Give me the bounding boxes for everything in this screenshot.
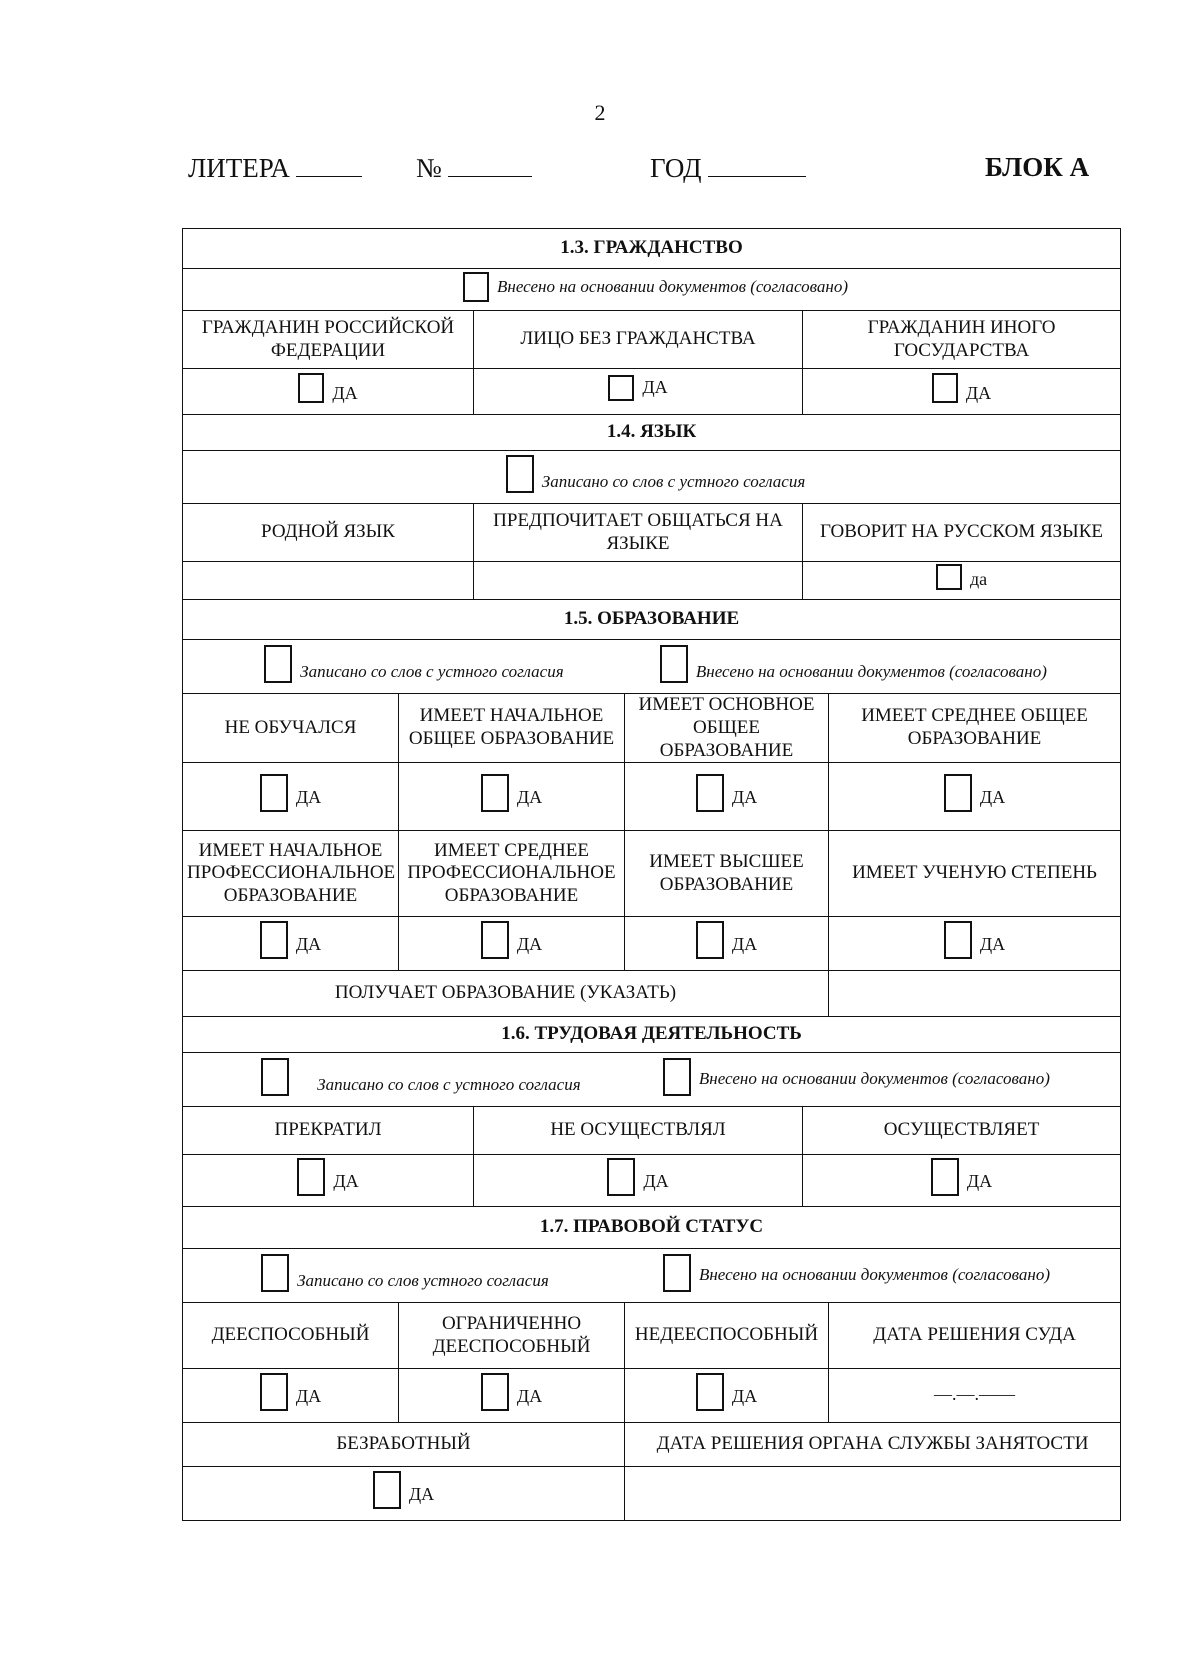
education-basic-checkbox[interactable] xyxy=(696,774,724,812)
education-studying-input[interactable] xyxy=(829,971,1121,1017)
education-degree-checkbox[interactable] xyxy=(944,921,972,959)
legal-status-yes-cell xyxy=(183,1369,399,1423)
citizenship-rf-checkbox[interactable] xyxy=(298,373,324,403)
unemployed-yes-cell xyxy=(183,1467,625,1521)
legal-status-yes-cell xyxy=(399,1369,625,1423)
unemployed-label: БЕЗРАБОТНЫЙ xyxy=(183,1423,625,1467)
education-option: НЕ ОБУЧАЛСЯ xyxy=(183,694,399,763)
legal-status-yes-cell xyxy=(625,1369,829,1423)
citizenship-option: ГРАЖДАНИН ИНОГО ГОСУДАРСТВА xyxy=(803,311,1121,369)
litera-label: ЛИТЕРА xyxy=(188,153,290,183)
employment-oral-checkbox[interactable] xyxy=(261,1058,289,1096)
legal-status-note-oral: Записано со слов устного согласия xyxy=(297,1270,549,1290)
education-option: ИМЕЕТ СРЕДНЕЕ ОБЩЕЕ ОБРАЗОВАНИЕ xyxy=(829,694,1121,763)
education-yes-cell xyxy=(183,763,399,831)
employment-docs-checkbox[interactable] xyxy=(663,1058,691,1096)
legal-incapable-checkbox[interactable] xyxy=(696,1373,724,1411)
legal-status-oral-checkbox[interactable] xyxy=(261,1254,289,1292)
legal-status-note-docs: Внесено на основании документов (согласовано) xyxy=(698,1264,1050,1284)
block-label: БЛОК А xyxy=(985,152,1090,182)
yes-label: ДА xyxy=(295,933,322,954)
yes-label: ДА xyxy=(731,786,758,807)
yes-label: ДА xyxy=(295,1385,322,1406)
education-none-checkbox[interactable] xyxy=(260,774,288,812)
language-note-row xyxy=(183,451,1121,504)
employment-option: ОСУЩЕСТВЛЯЕТ xyxy=(803,1107,1121,1155)
yes-label: ДА xyxy=(295,786,322,807)
education-option: ИМЕЕТ УЧЕНУЮ СТЕПЕНЬ xyxy=(829,831,1121,917)
education-option: ИМЕЕТ ВЫСШЕЕ ОБРАЗОВАНИЕ xyxy=(625,831,829,917)
citizenship-yes-cell xyxy=(803,369,1121,415)
language-column: РОДНОЙ ЯЗЫК xyxy=(183,504,474,562)
speaks-russian-cell xyxy=(803,562,1121,600)
section-title-employment: 1.6. ТРУДОВАЯ ДЕЯТЕЛЬНОСТЬ xyxy=(183,1017,1121,1053)
form-table xyxy=(182,228,1121,1521)
employment-yes-cell xyxy=(803,1155,1121,1207)
speaks-russian-checkbox[interactable] xyxy=(936,564,962,590)
employment-stopped-checkbox[interactable] xyxy=(297,1158,325,1196)
number-blank[interactable] xyxy=(448,152,532,177)
yes-label: ДА xyxy=(979,933,1006,954)
legal-status-option: ДЕЕСПОСОБНЫЙ xyxy=(183,1303,399,1369)
yes-label: ДА xyxy=(332,383,358,404)
language-column: ГОВОРИТ НА РУССКОМ ЯЗЫКЕ xyxy=(803,504,1121,562)
section-title-language: 1.4. ЯЗЫК xyxy=(183,415,1121,451)
citizenship-yes-cell xyxy=(183,369,474,415)
education-yes-cell xyxy=(625,763,829,831)
education-option: ИМЕЕТ НАЧАЛЬНОЕ ОБЩЕЕ ОБРАЗОВАНИЕ xyxy=(399,694,625,763)
education-note-row xyxy=(183,640,1121,694)
yes-label: ДА xyxy=(408,1483,435,1504)
litera-field xyxy=(188,152,362,184)
education-secondary-checkbox[interactable] xyxy=(944,774,972,812)
yes-label: ДА xyxy=(731,933,758,954)
employment-note-docs: Внесено на основании документов (согласовано) xyxy=(698,1068,1050,1088)
legal-status-option: НЕДЕЕСПОСОБНЫЙ xyxy=(625,1303,829,1369)
citizenship-option: ЛИЦО БЕЗ ГРАЖДАНСТВА xyxy=(474,311,803,369)
education-studying-label: ПОЛУЧАЕТ ОБРАЗОВАНИЕ (УКАЗАТЬ) xyxy=(183,971,829,1017)
yes-label: ДА xyxy=(979,786,1006,807)
legal-status-note-row xyxy=(183,1249,1121,1303)
education-higher-checkbox[interactable] xyxy=(696,921,724,959)
section-title-citizenship: 1.3. ГРАЖДАНСТВО xyxy=(183,229,1121,269)
education-option: ИМЕЕТ СРЕДНЕЕ ПРОФЕССИОНАЛЬНОЕ ОБРАЗОВАНИЕ xyxy=(399,831,625,917)
education-note-oral: Записано со слов с устного согласия xyxy=(300,661,564,681)
education-option: ИМЕЕТ НАЧАЛЬНОЕ ПРОФЕССИОНАЛЬНОЕ ОБРАЗОВАНИЕ xyxy=(183,831,399,917)
form-header xyxy=(188,152,1088,192)
citizenship-yes-cell xyxy=(474,369,803,415)
citizenship-docs-checkbox[interactable] xyxy=(463,272,489,302)
citizenship-option: ГРАЖДАНИН РОССИЙСКОЙ ФЕДЕРАЦИИ xyxy=(183,311,474,369)
education-note-docs: Внесено на основании документов (согласовано) xyxy=(695,661,1047,681)
court-date-cell[interactable] xyxy=(829,1369,1121,1423)
yes-label: да xyxy=(969,569,988,590)
employment-service-date-label: ДАТА РЕШЕНИЯ ОРГАНА СЛУЖБЫ ЗАНЯТОСТИ xyxy=(625,1423,1121,1467)
year-blank[interactable] xyxy=(708,152,806,177)
number-label: № xyxy=(416,153,442,183)
education-vocational-primary-checkbox[interactable] xyxy=(260,921,288,959)
yes-label: ДА xyxy=(516,1385,543,1406)
court-date-placeholder: —.—.—— xyxy=(934,1384,1016,1405)
employment-yes-cell xyxy=(474,1155,803,1207)
yes-label: ДА xyxy=(516,933,543,954)
education-vocational-secondary-checkbox[interactable] xyxy=(481,921,509,959)
page-number: 2 xyxy=(594,100,606,125)
employment-note-oral: Записано со слов с устного согласия xyxy=(317,1074,581,1094)
unemployed-checkbox[interactable] xyxy=(373,1471,401,1509)
language-oral-checkbox[interactable] xyxy=(506,455,534,493)
employment-never-checkbox[interactable] xyxy=(607,1158,635,1196)
employment-active-checkbox[interactable] xyxy=(931,1158,959,1196)
education-primary-checkbox[interactable] xyxy=(481,774,509,812)
year-field xyxy=(650,152,806,184)
legal-status-option: ОГРАНИЧЕННО ДЕЕСПОСОБНЫЙ xyxy=(399,1303,625,1369)
yes-label: ДА xyxy=(333,1170,359,1191)
education-oral-checkbox[interactable] xyxy=(264,645,292,683)
education-yes-cell xyxy=(625,917,829,971)
number-field xyxy=(416,152,532,184)
native-language-input[interactable] xyxy=(183,562,474,600)
legal-limited-checkbox[interactable] xyxy=(481,1373,509,1411)
language-note: Записано со слов с устного согласия xyxy=(541,472,806,492)
year-label: ГОД xyxy=(650,153,702,183)
education-yes-cell xyxy=(399,917,625,971)
employment-service-date-input[interactable] xyxy=(625,1467,1121,1521)
yes-label: ДА xyxy=(965,383,992,404)
yes-label: ДА xyxy=(643,1170,669,1191)
education-yes-cell xyxy=(829,917,1121,971)
language-column: ПРЕДПОЧИТАЕТ ОБЩАТЬСЯ НА ЯЗЫКЕ xyxy=(474,504,803,562)
employment-yes-cell xyxy=(183,1155,474,1207)
citizenship-stateless-checkbox[interactable] xyxy=(608,375,634,401)
citizenship-note: Внесено на основании документов (согласовано) xyxy=(497,276,849,296)
legal-capable-checkbox[interactable] xyxy=(260,1373,288,1411)
employment-note-row xyxy=(183,1053,1121,1107)
yes-label: ДА xyxy=(966,1170,993,1191)
education-yes-cell xyxy=(399,763,625,831)
litera-blank[interactable] xyxy=(296,152,362,177)
legal-status-option: ДАТА РЕШЕНИЯ СУДА xyxy=(829,1303,1121,1369)
legal-status-docs-checkbox[interactable] xyxy=(663,1254,691,1292)
education-yes-cell xyxy=(829,763,1121,831)
yes-label: ДА xyxy=(731,1385,758,1406)
education-docs-checkbox[interactable] xyxy=(660,645,688,683)
education-yes-cell xyxy=(183,917,399,971)
yes-label: ДА xyxy=(642,377,668,398)
employment-option: НЕ ОСУЩЕСТВЛЯЛ xyxy=(474,1107,803,1155)
preferred-language-input[interactable] xyxy=(474,562,803,600)
education-option: ИМЕЕТ ОСНОВНОЕ ОБЩЕЕ ОБРАЗОВАНИЕ xyxy=(625,694,829,763)
section-title-education: 1.5. ОБРАЗОВАНИЕ xyxy=(183,600,1121,640)
citizenship-note-row xyxy=(183,269,1121,311)
section-title-legal-status: 1.7. ПРАВОВОЙ СТАТУС xyxy=(183,1207,1121,1249)
citizenship-foreign-checkbox[interactable] xyxy=(932,373,958,403)
yes-label: ДА xyxy=(516,786,543,807)
employment-option: ПРЕКРАТИЛ xyxy=(183,1107,474,1155)
